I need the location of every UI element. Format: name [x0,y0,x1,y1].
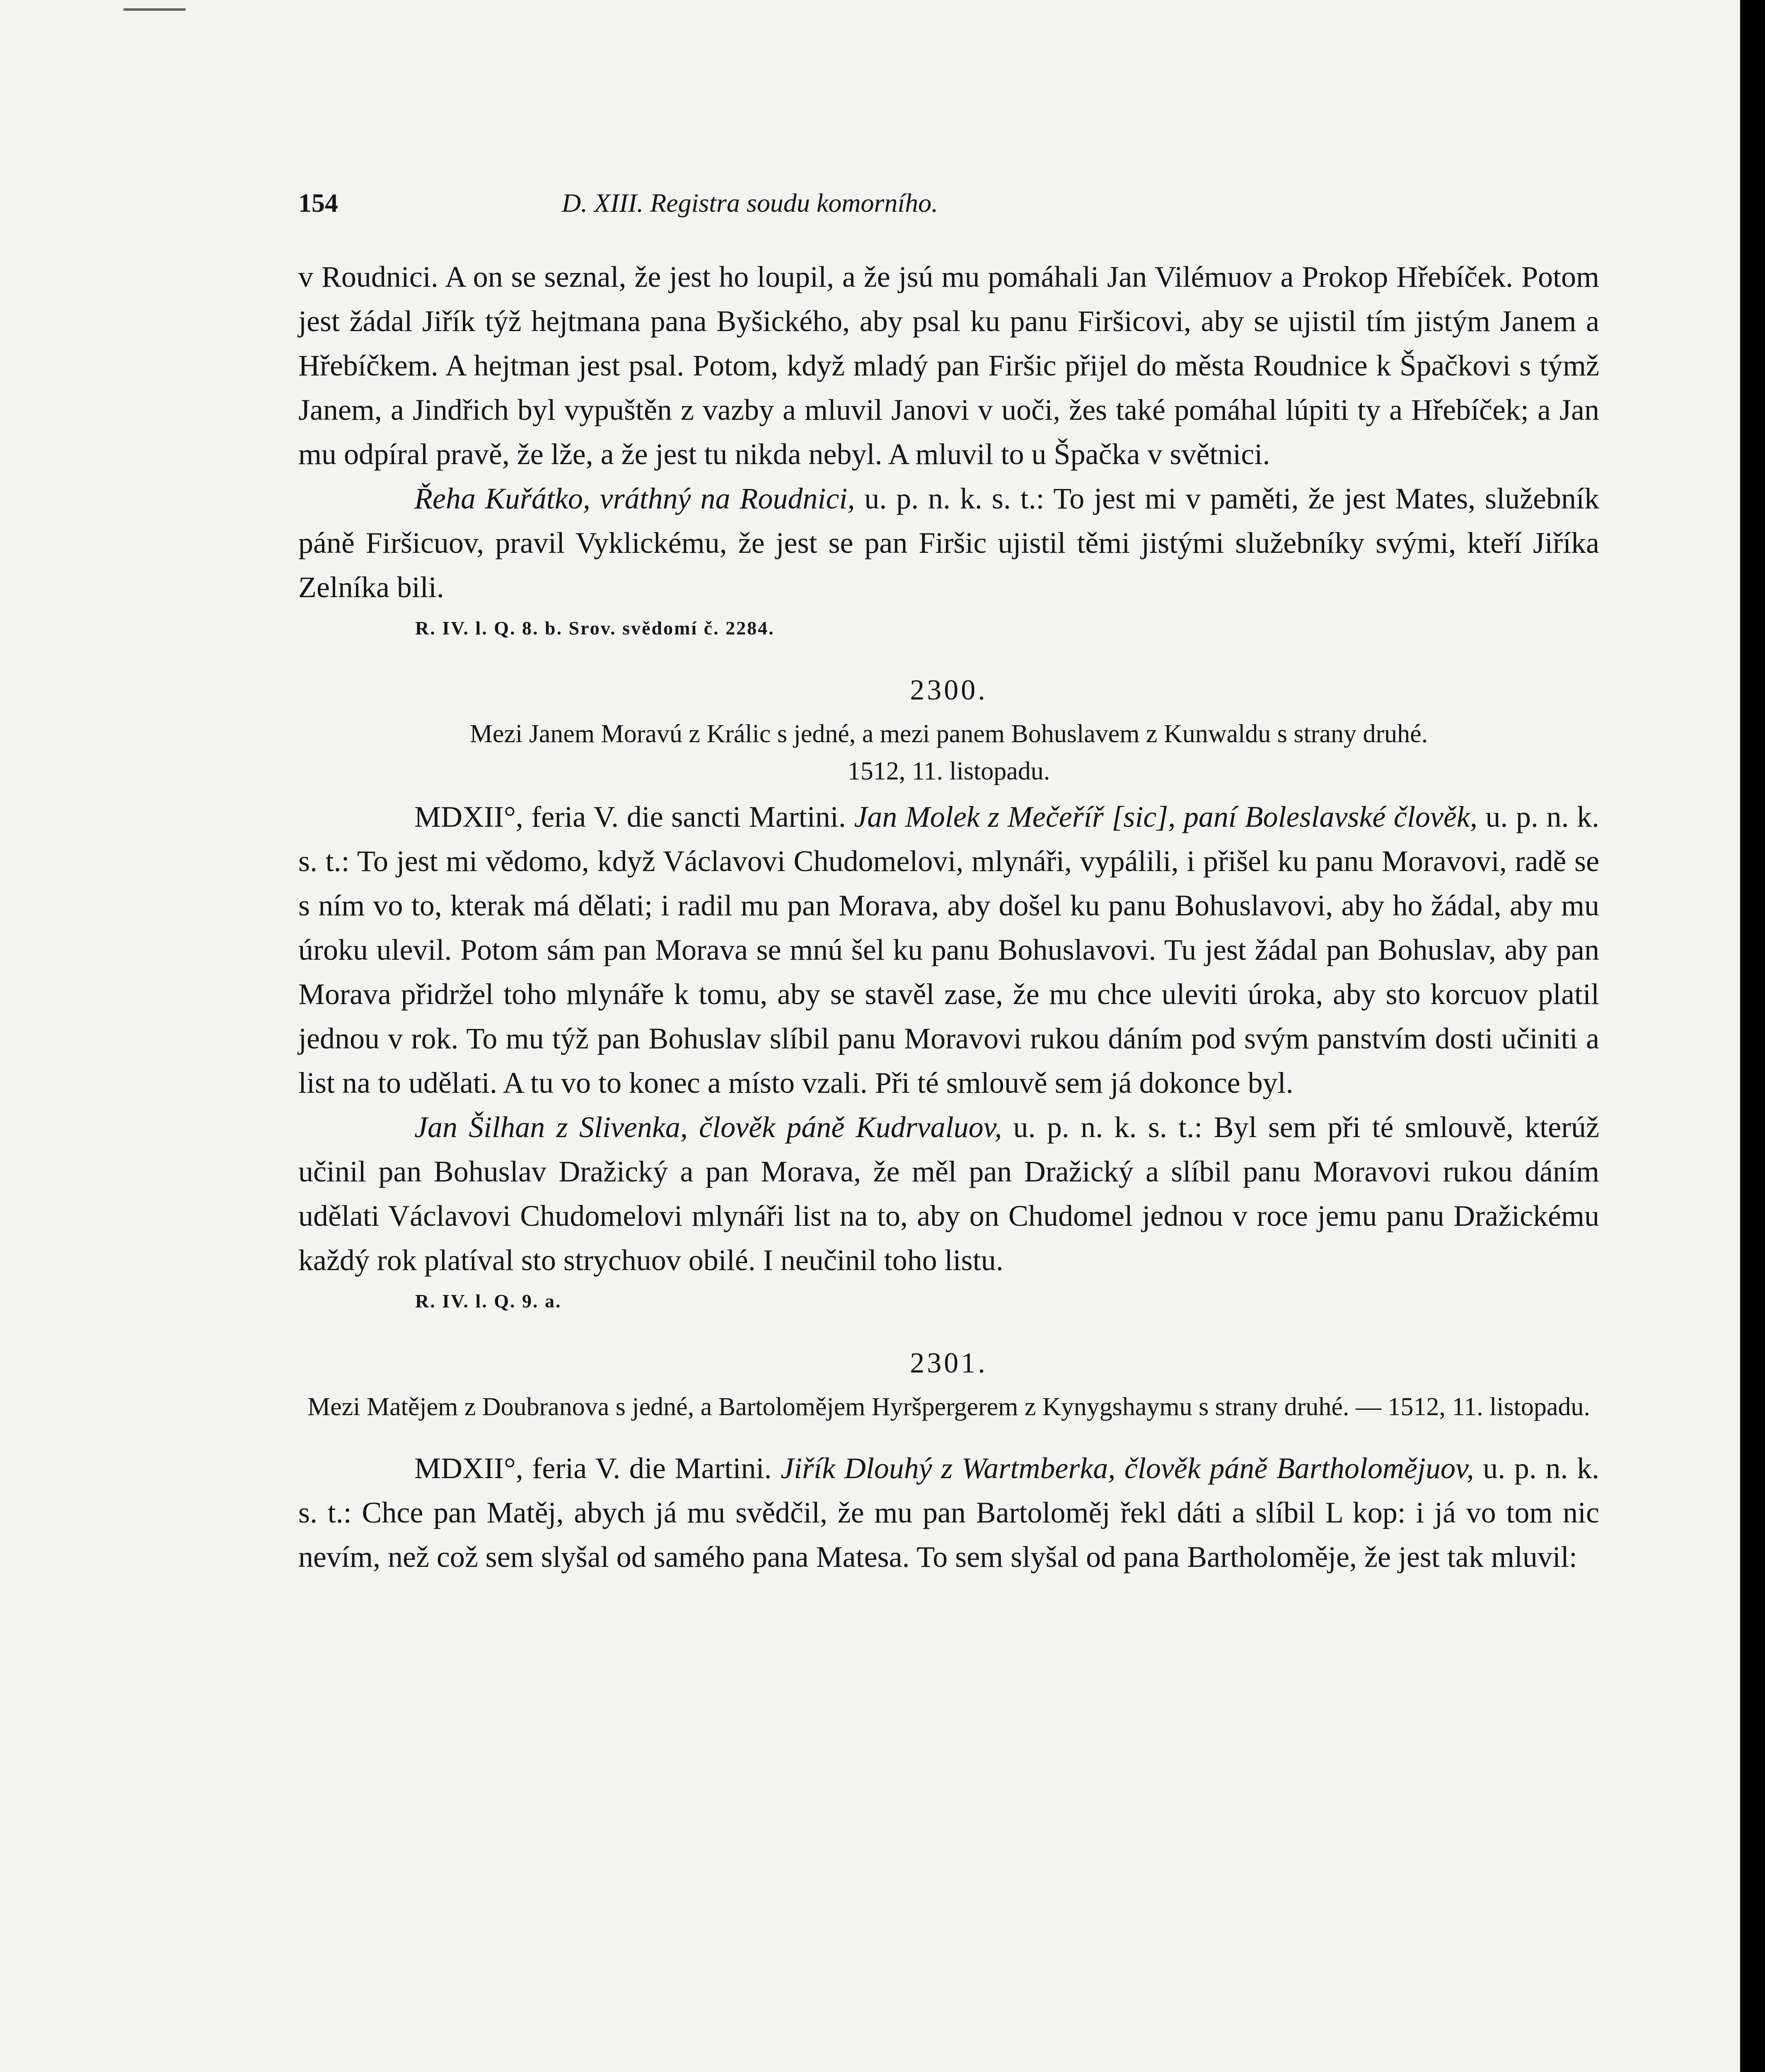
witness-testimony: u. p. n. k. s. t.: To jest mi vědomo, když Václavovi Chudomelovi, mlynáři, vypálili, i přišel ku panu Moravovi, radě se s ním vo to, kterak má dělati; i radil mu pan Morava, aby došel ku panu Bohuslavovi, aby ho žádal, aby mu úroku ulevil. Potom sám pan Morava se mnú šel ku panu Bohuslavovi. Tu jest žádal pan Bohuslav, aby pan Morava přidržel toho mlynáře k tomu, aby se stavěl zase, že mu chce uleviti úroka, aby sto korcuov platil jednou v rok. To mu týž pan Bohuslav slíbil panu Moravovi rukou dáním pod svým panstvím dosti učiniti a list na to udělati. A tu vo to konec a místo vzali. Při té smlouvě sem já dokonce byl. [298,800,1600,1099]
spacer [298,1426,1599,1446]
scan-edge-mark [123,8,186,27]
witness-name: Jan Molek z Mečeříř [sic], paní Boleslavské člověk, [854,800,1477,833]
entry-number: 2301. [910,1347,988,1379]
witness-paragraph [298,1446,1599,1579]
witness-paragraph [298,795,1599,1105]
source-reference: R. IV. l. Q. 8. b. Srov. svědomí č. 2284. [415,617,775,639]
witness-name: Řeha Kuřátko, vráthný na Roudnici, [414,482,855,515]
entry-intro: MDXII°, feria V. die sancti Martini. [414,800,846,833]
witness-paragraph [298,477,1599,610]
witness-testimony: u. p. n. k. s. t.: Byl sem při té smlouvě, kterúž učinil pan Bohuslav Dražický a pan Morava, že měl pan Dražický a slíbil panu Moravovi rukou dáním udělati Václavovi Chudomelovi mlynáři list na to, aby on Chudomel jednou v roce jemu panu Dražickému každý rok platíval sto strychuov obilé. I neučinil toho listu. [298,1111,1599,1277]
source-reference: R. IV. l. Q. 9. a. [415,1290,562,1312]
witness-paragraph [298,1105,1599,1283]
page-number: 154 [298,188,338,218]
witness-testimony: u. p. n. k. s. t.: To jest mi v paměti, že jest Mates, služebník páně Firšicuov, pravil Vyklickému, že jest se pan Firšic ujistil těmi jistými služebníky svými, kteří Jiříka Zelníka bili. [298,482,1599,604]
entry-heading: Mezi Janem Moravú z Králic s jedné, a mezi panem Bohuslavem z Kunwaldu s strany druhé. [469,720,1428,748]
page-header [298,182,1202,224]
witness-name: Jan Šilhan z Slivenka, člověk páně Kudrvaluov, [414,1111,1002,1144]
entry-number: 2300. [910,674,988,706]
document-body [298,255,1599,1579]
entry-intro: MDXII°, feria V. die Martini. [414,1452,772,1485]
witness-name: Jiřík Dlouhý z Wartmberka, člověk páně Bartholomějuov, [781,1452,1474,1485]
entry-date: 1512, 11. listopadu. [847,757,1050,785]
witness-testimony: u. p. n. k. s. t.: Chce pan Matěj, abych já mu svědčil, že mu pan Bartoloměj řekl dáti a slíbil L kop: i já vo tom nic nevím, než což sem slyšal od samého pana Matesa. To sem slyšal od pana Bartholoměje, že jest tak mluvil: [298,1452,1600,1573]
running-title: D. XIII. Registra soudu komorního. [561,188,938,218]
paragraph: v Roudnici. A on se seznal, že jest ho loupil, a že jsú mu pomáhali Jan Vilémuov a Prokop Hřebíček. Potom jest žádal Jiřík týž hejtmana pana Byšického, aby psal ku panu Firšicovi, aby se ujistil tím jistým Janem a Hřebíčkem. A hejtman jest psal. Potom, když mladý pan Firšic přijel do města Roudnice k Špačkovi s týmž Janem, a Jindřich byl vypuštěn z vazby a mluvil Janovi v uoči, žes také pomáhal lúpiti ty a Hřebíček; a Jan mu odpíral pravě, že lže, a že jest tu nikda nebyl. A mluvil to u Špačka v světnici. [298,260,1599,471]
entry-heading: Mezi Matějem z Doubranova s jedné, a Bartolomějem Hyršpergerem z Kynygshaymu s strany druhé. — 1512, 11. listopadu. [307,1393,1590,1421]
